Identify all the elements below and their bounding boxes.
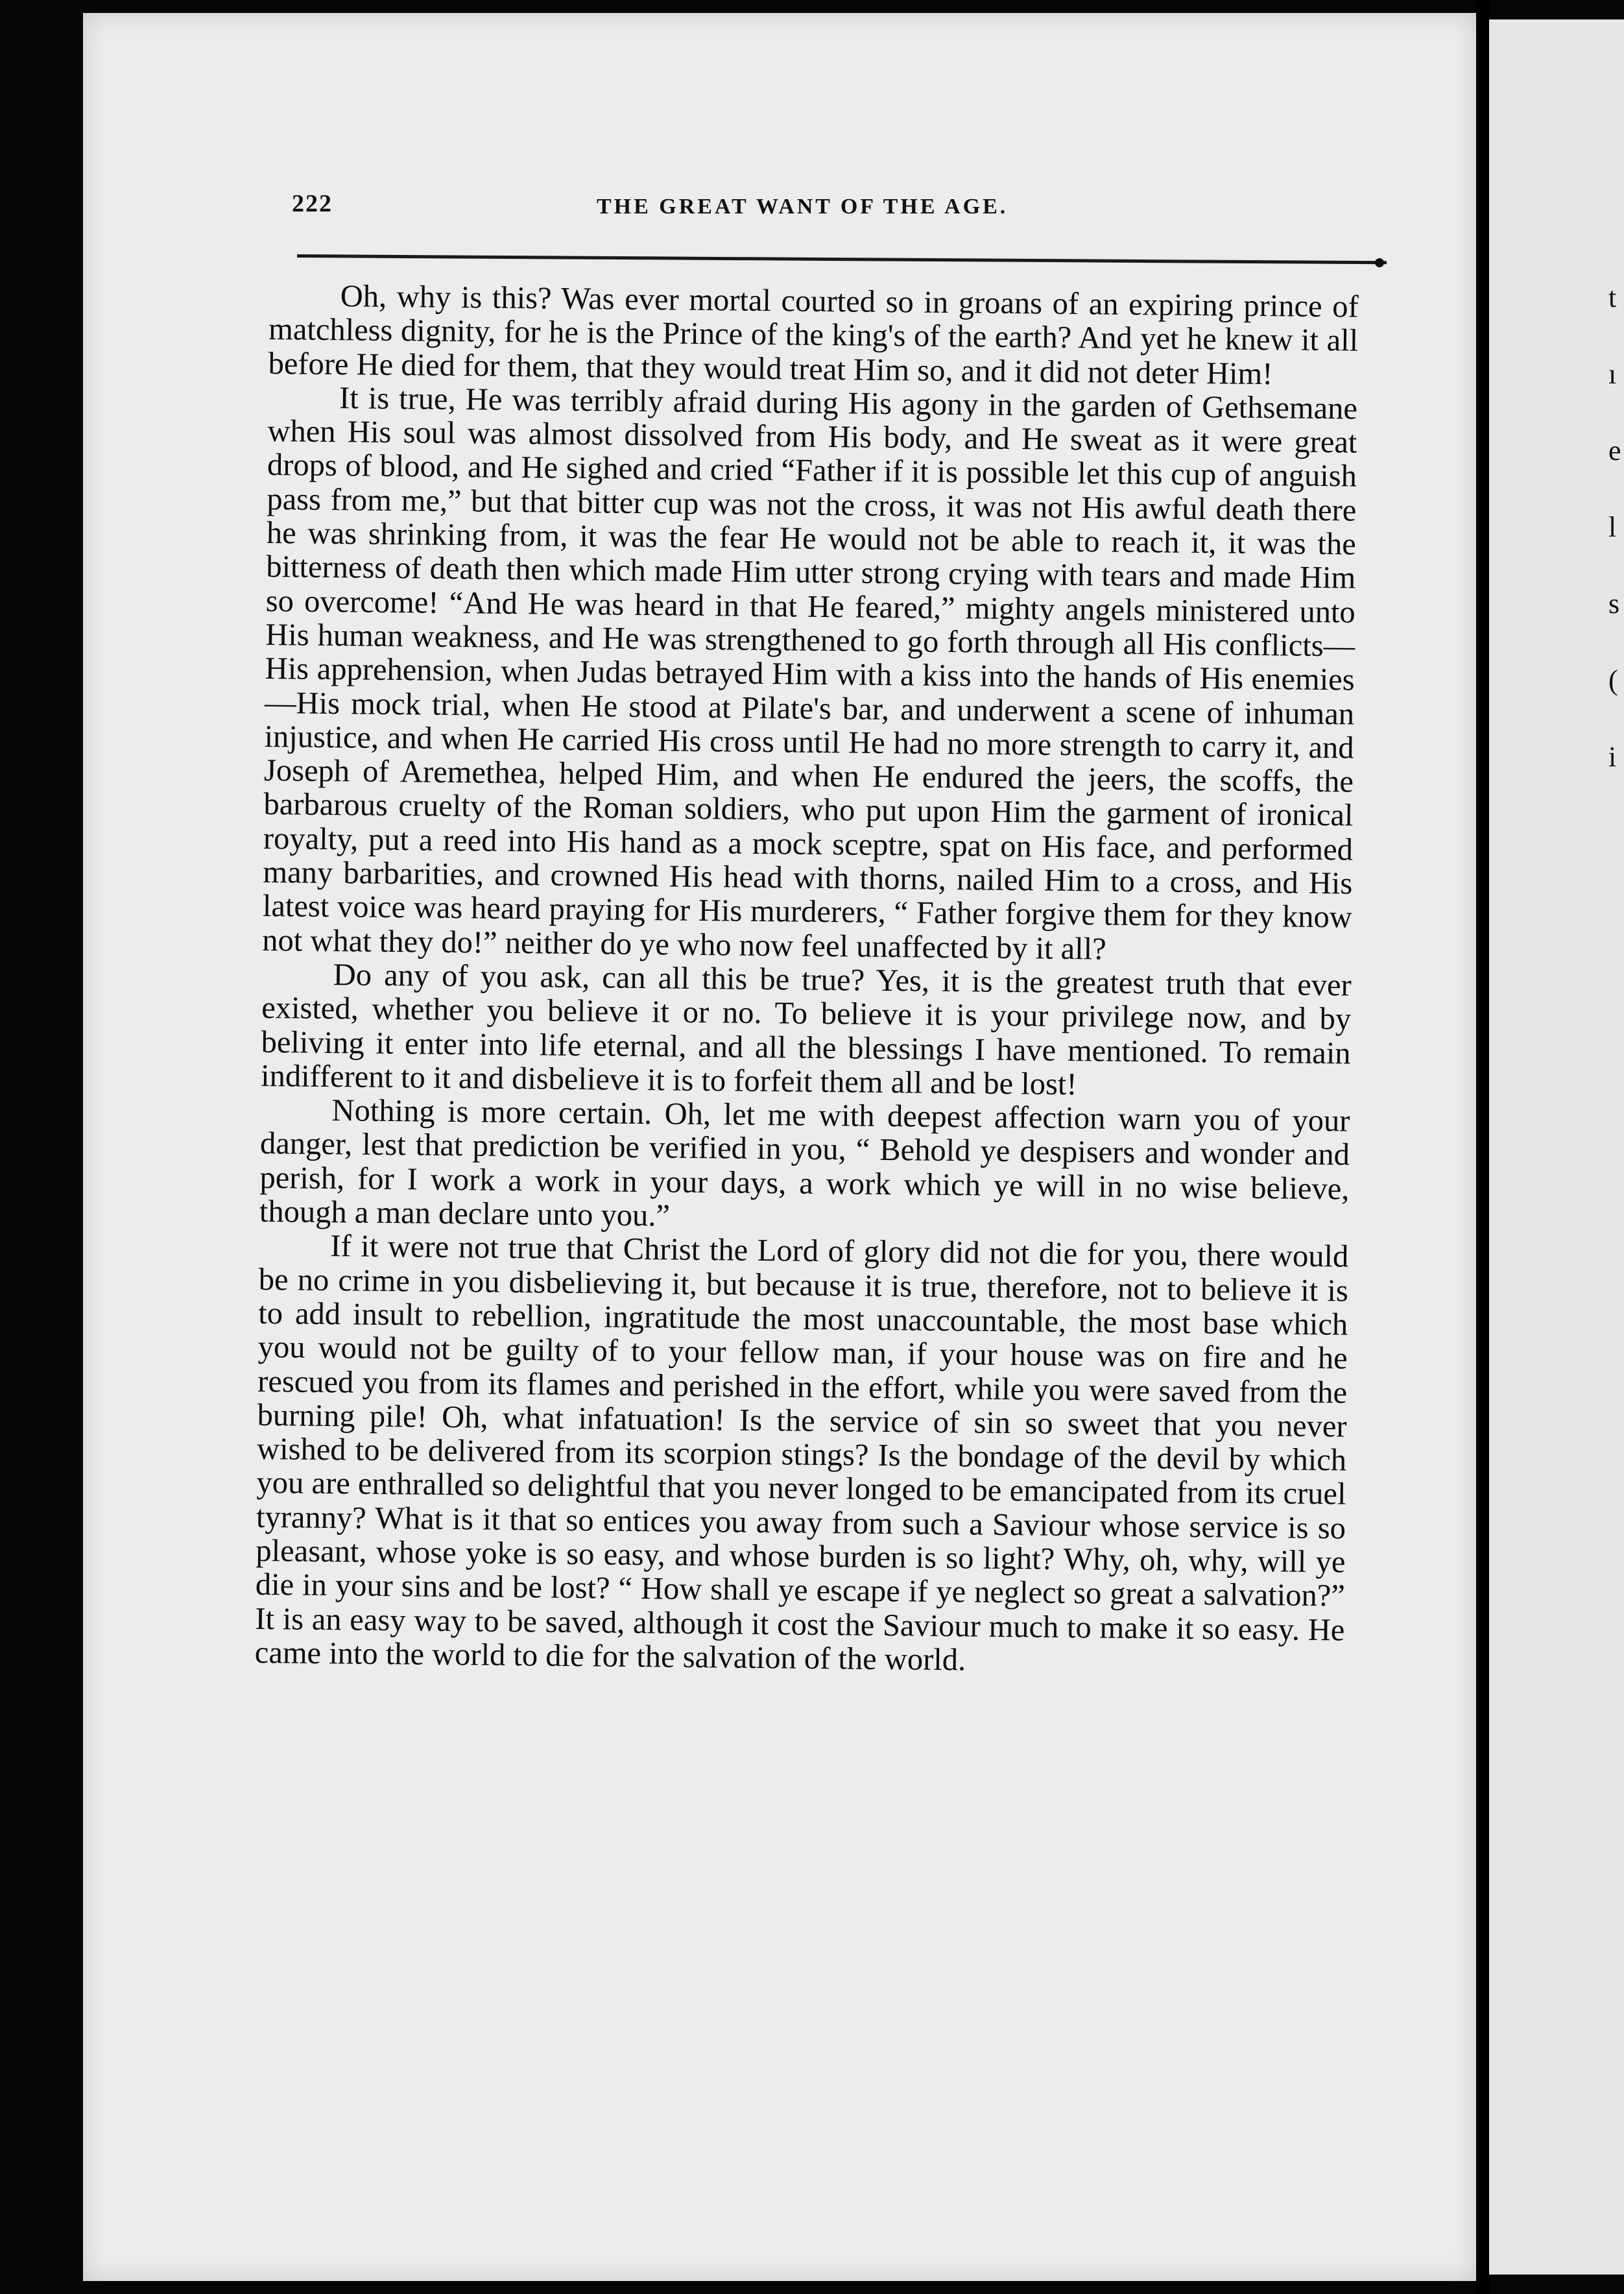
adjacent-fragment: t — [1608, 282, 1617, 313]
rule-end-mark — [1375, 258, 1384, 267]
running-head: THE GREAT WANT OF THE AGE. — [597, 195, 1009, 219]
paragraph: Oh, why is this? Was ever mortal courted so in groans of an expiring prince of matchless dignity, for he is the Prince of the king's of the earth? And yet he knew it all before He died for them, that they would treat Him so, and it did not deter Him! — [268, 279, 1359, 391]
adjacent-fragment: e — [1608, 435, 1621, 466]
adjacent-fragment: i — [1608, 741, 1617, 773]
paragraph: If it were not true that Christ the Lord of glory did not die for you, there would be no crime in you disbelieving it, but because it is true, therefore, not to believe it is to add insult to rebellion, ingratitude the most unaccountable, the most base which you would not be guilty of to your fellow man, if your house was on fire and he rescued you from its flames and perished in the effort, while you were saved from the burning pile! Oh, what infatuation! Is the service of sin so sweet that you never wished to be delivered from its scorpion stings? Is the bondage of the devil by which you are enthralled so delightful that you never longed to be emancipated from its cruel tyranny? What is it that so entices you away from such a Saviour whose service is so pleasant, whose yoke is so easy, and whose burden is so light? Why, oh, why, will ye die in your sins and be lost? “ How shall ye escape if ye neglect so great a salvation?” It is an easy way to be saved, although it cost the Saviour much to make it so easy. He came into the world to die for the salvation of the world. — [254, 1229, 1349, 1678]
adjacent-fragment: s — [1608, 588, 1620, 620]
book-gutter — [1476, 0, 1489, 2294]
adjacent-fragment: l — [1608, 511, 1617, 543]
adjacent-page-edge — [1489, 19, 1624, 2275]
paragraph: It is true, He was terribly afraid during His agony in the garden of Gethsemane when His soul was almost dissolved from His body, and He sweat as it were great drops of blood, and He sighed and cried “Father if it is possible let this cup of anguish pass from me,” but that bitter cup was not the cross, it was not His awful death there he was shrinking from, it was the fear He would not be able to reach it, it was the bitterness of death then which made Him utter strong crying with tears and made Him so overcome! “And He was heard in that He feared,” mighty angels ministered unto His human weakness, and He was strengthened to go forth through all His conflicts—His apprehension, when Judas betrayed Him with a kiss into the hands of His enemies—His mock trial, when He stood at Pilate's bar, and underwent a scene of inhuman injustice, and when He carried His cross until He had no more strength to carry it, and Joseph of Aremethea, helped Him, and when He endured the jeers, the scoffs, the barbarous cruelty of the Roman soldiers, who put upon Him the garment of ironical royalty, put a reed into His hand as a mock sceptre, spat on His face, and performed many barbarities, and crowned His head with thorns, nailed Him to a cross, and His latest voice was heard praying for His murderers, “ Father forgive them for they know not what they do!” neither do ye who now feel unaffected by it all? — [262, 381, 1358, 967]
adjacent-fragment: ı — [1608, 358, 1617, 390]
paragraph: Do any of you ask, can all this be true? Yes, it is the greatest truth that ever existed, whether you believe it or no. To believe it is your privilege now, and by beliving it enter into life eternal, and all the blessings I have mentioned. To remain indifferent to it and disbelieve it is to forfeit them all and be lost! — [260, 958, 1352, 1102]
page-number: 222 — [292, 190, 333, 217]
adjacent-fragment: ( — [1608, 664, 1618, 696]
paragraph: Nothing is more certain. Oh, let me with deepest affection warn you of your danger, lest that prediction be verified in you, “ Behold ye despisers and wonder and perish, for I work a work in your days, a work which ye will in no wise believe, though a man declare unto you.” — [259, 1093, 1350, 1233]
body-text — [255, 279, 1359, 1682]
adjacent-page-text-fragments — [1608, 260, 1621, 795]
page-header — [292, 189, 1394, 228]
